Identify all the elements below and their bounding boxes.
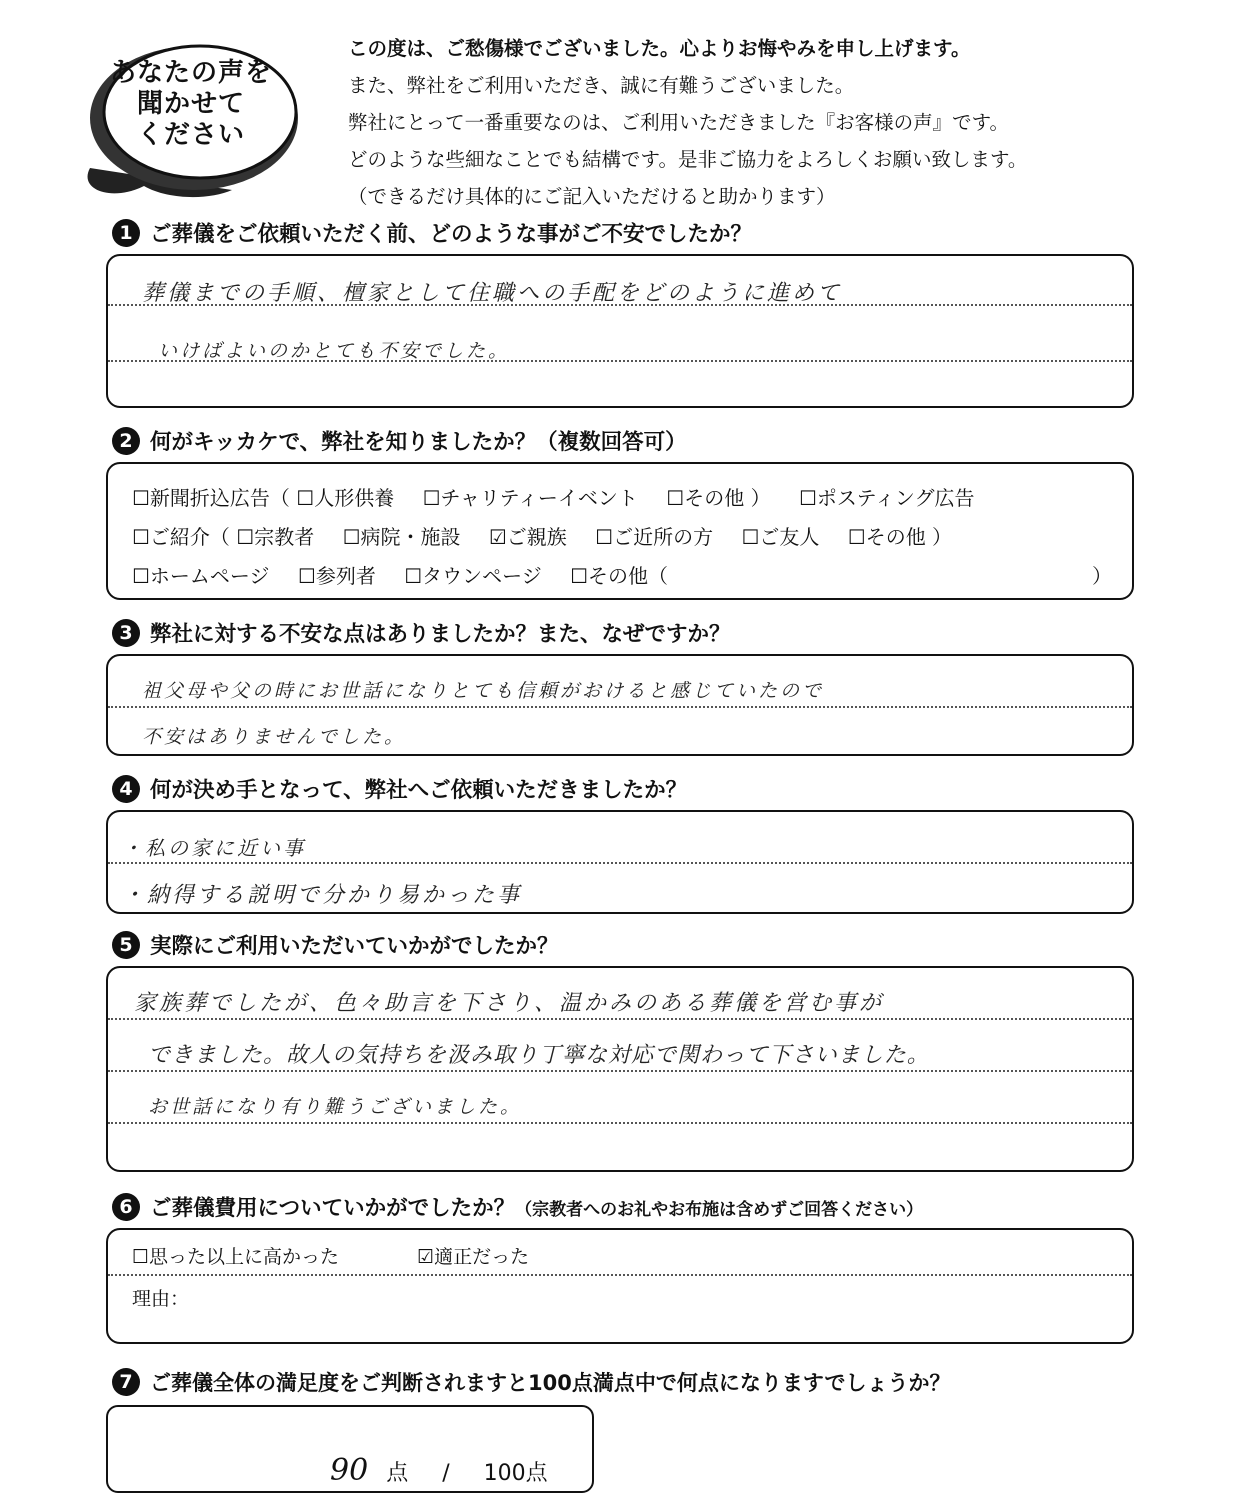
checkbox-option[interactable]: ☐ポスティング広告 — [798, 486, 975, 510]
question-number: 6 — [112, 1193, 140, 1221]
handwritten-answer: ・納得する説明で分かり易かった事 — [122, 883, 523, 908]
checkbox-option-checked[interactable]: ☑ご親族 — [488, 525, 567, 549]
question-4: 4 何が決め手となって、弊社へご依頼いただきましたか？ — [112, 774, 687, 808]
checkbox-option[interactable]: ☐参列者 — [297, 564, 376, 588]
question-number: 3 — [112, 619, 140, 647]
checkbox-option[interactable]: ☐ご友人 — [741, 525, 820, 549]
checkbox-option[interactable]: ☐タウンページ — [404, 564, 542, 588]
answer-box-6 — [106, 1228, 1134, 1344]
question-number: 1 — [112, 219, 140, 247]
checkbox-option[interactable]: ☐思った以上に高かった — [132, 1246, 340, 1268]
checkbox-option[interactable]: ☐ご近所の方 — [595, 525, 714, 549]
handwritten-answer: お世話になり有り難うございました。 — [148, 1096, 523, 1118]
question-note: （宗教者へのお礼やお布施は含めずご回答ください） — [515, 1200, 924, 1220]
checkbox-option[interactable]: ☐その他（ — [570, 564, 669, 588]
reason-label: 理由： — [132, 1288, 190, 1310]
checkbox-option-checked[interactable]: ☑適正だった — [417, 1246, 530, 1268]
question-1: 1 ご葬儀をご依頼いただく前、どのような事がご不安でしたか？ — [112, 218, 752, 252]
options-box-2 — [106, 462, 1134, 600]
checkbox-option[interactable]: ☐病院・施設 — [342, 525, 461, 549]
answer-box-5[interactable] — [106, 966, 1134, 1172]
answer-box-3[interactable] — [106, 654, 1134, 756]
checkbox-option[interactable]: ☐その他 ） — [847, 525, 953, 549]
question-5: 5 実際にご利用いただいていかがでしたか？ — [112, 930, 559, 964]
question-number: 2 — [112, 427, 140, 455]
option-close-paren: ） — [1092, 564, 1112, 588]
checkbox-option[interactable]: ☐ご紹介（ ☐宗教者 — [132, 525, 315, 549]
question-number: 4 — [112, 775, 140, 803]
score-line: 90 点 / 100点 — [330, 1453, 548, 1488]
question-7: 7 ご葬儀全体の満足度をご判断されますと100点満点中で何点になりますでしょうか？ — [112, 1366, 950, 1400]
handwritten-answer: 葬儀までの手順、檀家として住職への手配をどのように進めて — [142, 281, 843, 306]
handwritten-answer: 不安はありませんでした。 — [142, 726, 407, 748]
checkbox-option[interactable]: ☐ホームページ — [132, 564, 270, 588]
score-value: 90 — [330, 1453, 369, 1488]
handwritten-answer: ・私の家に近い事 — [122, 836, 306, 860]
answer-box-1[interactable] — [106, 254, 1134, 408]
bubble-title: あなたの声を 聞かせて ください — [109, 58, 272, 150]
handwritten-answer: いけばよいのかとても不安でした。 — [158, 340, 511, 362]
question-6: 6 ご葬儀費用についていかがでしたか？（宗教者へのお礼やお布施は含めずご回答ください） — [112, 1192, 923, 1226]
checkbox-option[interactable]: ☐新聞折込広告（ ☐人形供養 — [132, 486, 395, 510]
checkbox-option[interactable]: ☐その他 ） — [666, 486, 771, 510]
question-2: 2 何がキッカケで、弊社を知りましたか？（複数回答可） — [112, 426, 687, 460]
answer-box-4[interactable] — [106, 810, 1134, 914]
handwritten-answer: 家族葬でしたが、色々助言を下さり、温かみのある葬儀を営む事が — [134, 991, 885, 1016]
handwritten-answer: 祖父母や父の時にお世話になりとても信頼がおけると感じていたので — [142, 680, 825, 702]
question-3: 3 弊社に対する不安な点はありましたか？また、なぜですか？ — [112, 618, 731, 652]
checkbox-option[interactable]: ☐チャリティーイベント — [422, 486, 638, 510]
intro-text: この度は、ご愁傷様でございました。心よりお悔やみを申し上げます。 また、弊社をご利用いただき、誠に有難うございました。 弊社にとって一番重要なのは、ご利用いただきました『お客様の声』です。 どのような些細なことでも結構です。是非ご協力をよろしくお願い致します。 （できるだけ具体的にご記入いただけると助かります） — [348, 37, 1028, 208]
question-number: 7 — [112, 1368, 140, 1396]
handwritten-answer: できました。故人の気持ちを汲み取り丁寧な対応で関わって下さいました。 — [148, 1043, 930, 1068]
question-number: 5 — [112, 931, 140, 959]
